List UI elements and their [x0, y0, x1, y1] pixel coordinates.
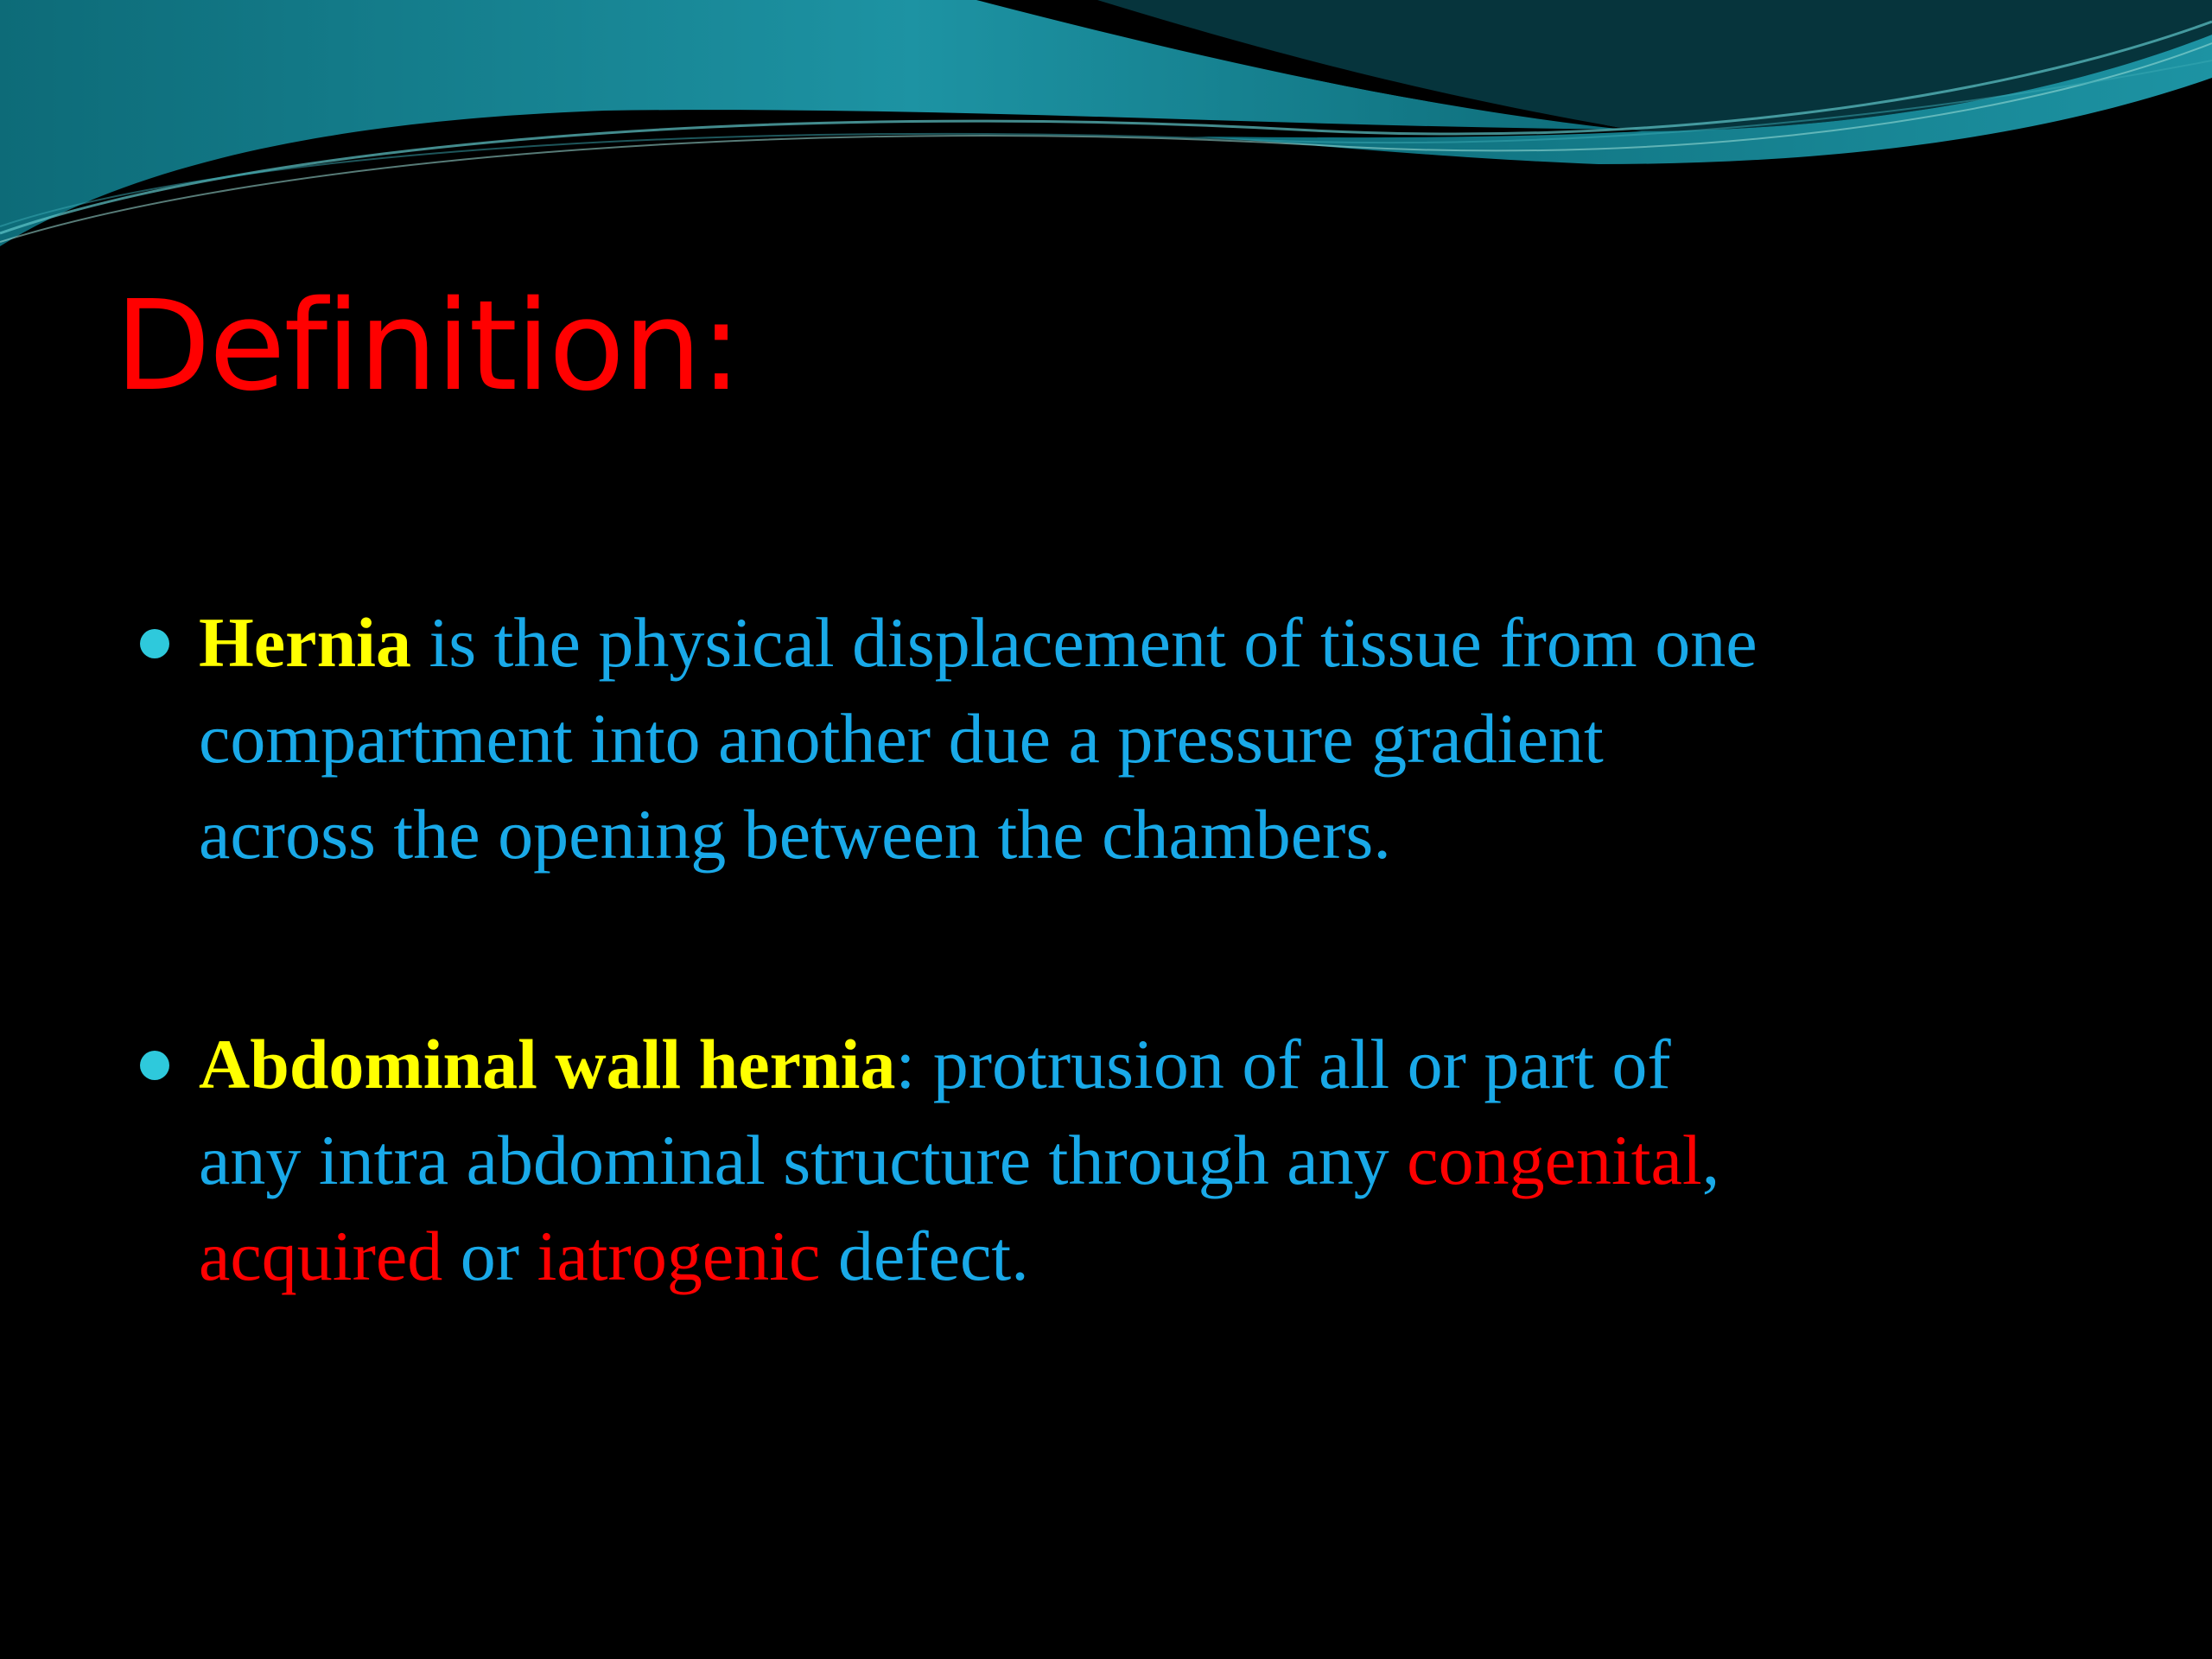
bullet-dot-icon: [140, 1051, 169, 1080]
definition-text: : protrusion of all or part of any intra abdominal structure through any: [199, 1025, 1671, 1199]
bullet-text: [199, 1025, 1719, 1295]
term-hernia: Hernia: [199, 603, 411, 682]
bullet-hernia-definition: [199, 594, 2100, 882]
definition-text: defect.: [820, 1217, 1029, 1295]
definition-text: is the physical displacement of tissue from one compartment into another due a pressure gradient across the opening between the chambers.: [199, 603, 1758, 874]
emphasis-congenital: congenital: [1407, 1121, 1702, 1199]
emphasis-iatrogenic: iatrogenic: [537, 1217, 821, 1295]
definition-text: or: [442, 1217, 537, 1295]
bullet-text: [199, 603, 1758, 874]
definition-text: ,: [1701, 1121, 1720, 1199]
slide-title: Definition:: [115, 273, 741, 418]
bullet-dot-icon: [140, 629, 169, 658]
emphasis-acquired: acquired: [199, 1217, 443, 1295]
term-abdominal-wall-hernia: Abdominal wall hernia: [199, 1025, 896, 1103]
header-wave-decoration: [0, 0, 2212, 259]
bullet-abdominal-wall-hernia-definition: [199, 1016, 2100, 1304]
